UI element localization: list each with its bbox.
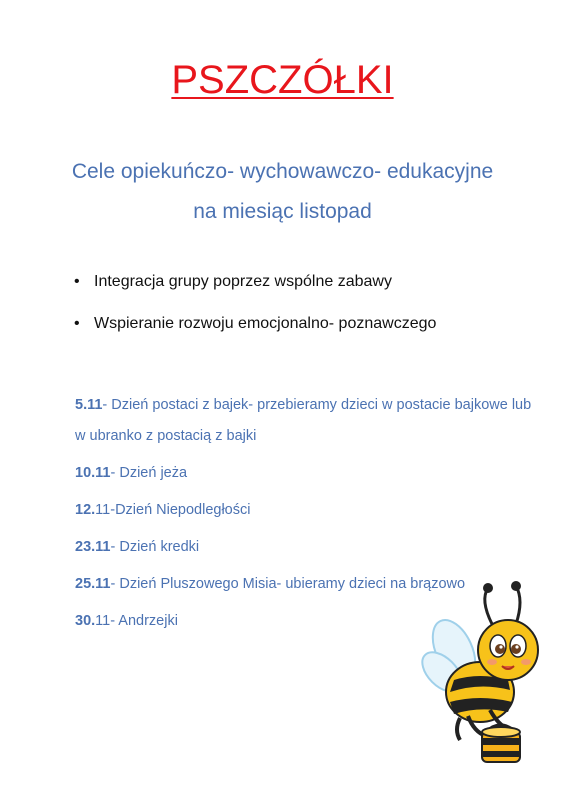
event-text: - Dzień kredki xyxy=(110,539,200,555)
event-date: 25.11 xyxy=(75,576,111,592)
event-text: - Dzień Pluszowego Misia- ubieramy dzieci na brązowo xyxy=(110,576,466,592)
page-title: PSZCZÓŁKI xyxy=(171,58,394,102)
event-date: 30. xyxy=(75,613,96,629)
goals-list xyxy=(74,268,436,352)
bee-holding-honey-pot-icon xyxy=(420,580,560,770)
event-date: 5.11 xyxy=(75,397,103,413)
event-date-rest: 11 xyxy=(95,502,111,518)
event-date: 12. xyxy=(75,502,96,518)
event-item xyxy=(75,532,535,563)
event-date: 23.11 xyxy=(75,539,111,555)
goal-item: • Integracja grupy poprzez wspólne zabawy xyxy=(74,268,436,310)
goal-item: • Wspieranie rozwoju emocjonalno- poznawczego xyxy=(74,310,436,352)
event-item xyxy=(75,390,535,452)
event-item xyxy=(75,495,535,526)
event-date: 10.11 xyxy=(75,465,111,481)
event-text: -Dzień Niepodległości xyxy=(110,502,251,518)
subtitle-line-2: na miesiąc listopad xyxy=(193,200,372,223)
event-text: - Andrzejki xyxy=(110,613,178,629)
event-text: - Dzień postaci z bajek- przebieramy dzieci w postacie bajkowe lub w ubranko z postacią z bajki xyxy=(75,397,532,444)
event-item xyxy=(75,458,535,489)
subtitle xyxy=(0,152,565,232)
subtitle-line-1: Cele opiekuńczo- wychowawczo- edukacyjne xyxy=(71,160,494,183)
event-text: - Dzień jeża xyxy=(110,465,188,481)
event-date-rest: 11 xyxy=(95,613,111,629)
